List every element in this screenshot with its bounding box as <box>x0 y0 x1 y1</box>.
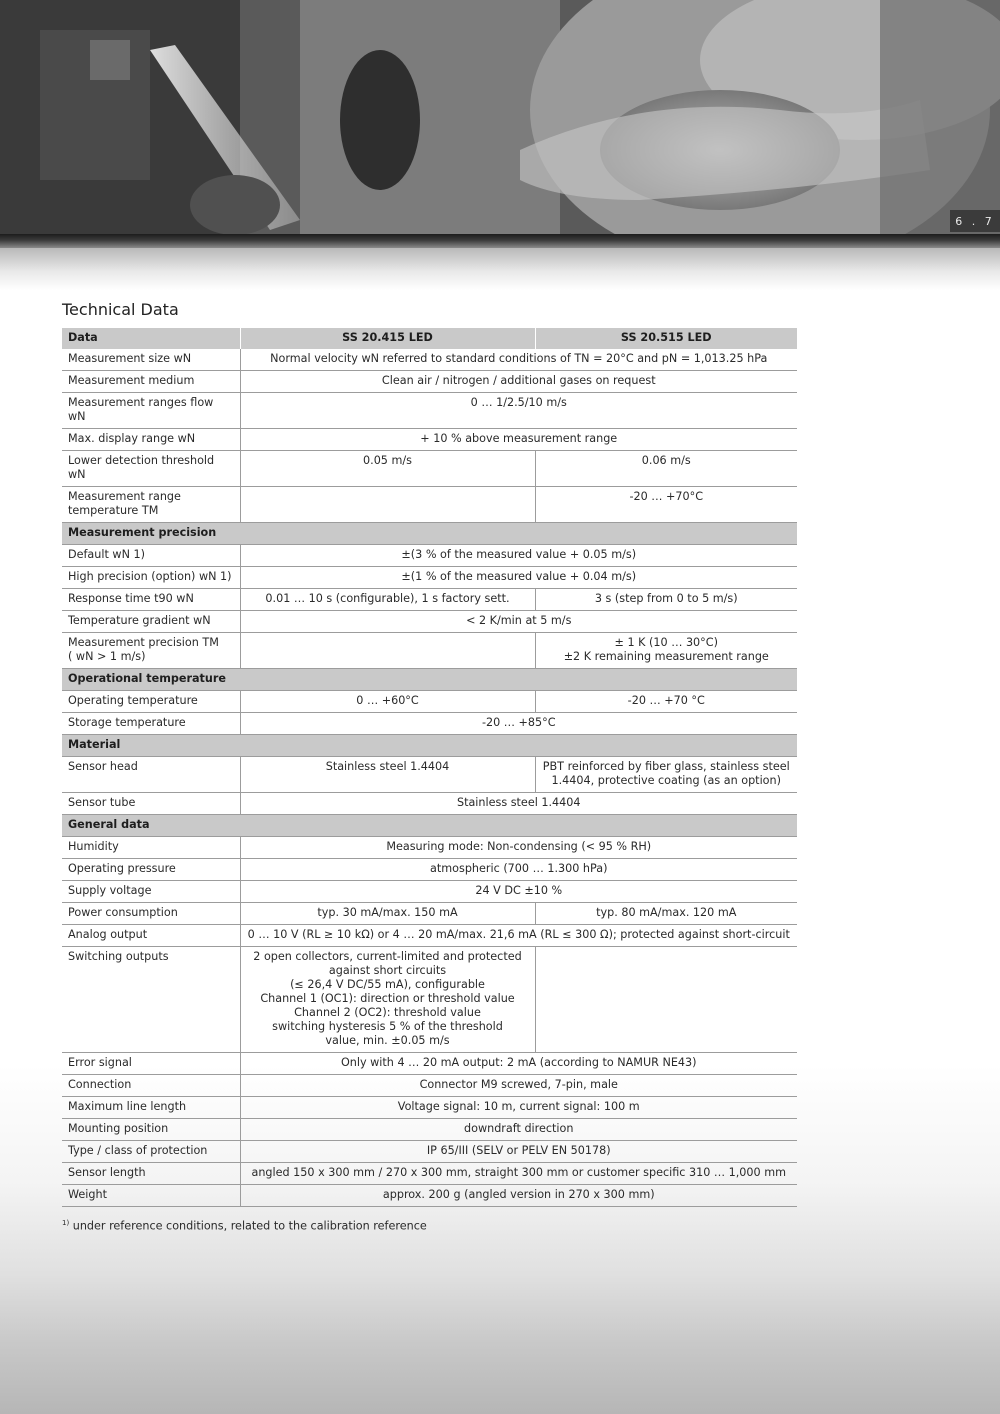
section-label: General data <box>62 815 797 837</box>
row-value-both: < 2 K/min at 5 m/s <box>240 611 797 633</box>
row-value-ss-20-515: 3 s (step from 0 to 5 m/s) <box>535 589 797 611</box>
row-value-both: Normal velocity wN referred to standard conditions of TN = 20°C and pN = 1,013.25 hPa <box>240 349 797 371</box>
row-value-both: Voltage signal: 10 m, current signal: 100 m <box>240 1097 797 1119</box>
table-row <box>62 1163 797 1185</box>
row-value-ss-20-515: PBT reinforced by fiber glass, stainless steel 1.4404, protective coating (as an option) <box>535 757 797 793</box>
row-value-both: Stainless steel 1.4404 <box>240 793 797 815</box>
footnote <box>62 1219 798 1233</box>
table-row <box>62 371 797 393</box>
row-label: Analog output <box>62 925 240 947</box>
row-value-ss-20-415: 0.01 … 10 s (configurable), 1 s factory sett. <box>240 589 535 611</box>
row-value-ss-20-515 <box>535 947 797 1053</box>
row-label: Response time t90 wN <box>62 589 240 611</box>
row-label: Humidity <box>62 837 240 859</box>
row-value-both: Measuring mode: Non-condensing (< 95 % RH) <box>240 837 797 859</box>
table-row <box>62 349 797 371</box>
row-value-ss-20-515: -20 … +70 °C <box>535 691 797 713</box>
row-label: Max. display range wN <box>62 429 240 451</box>
row-label: Power consumption <box>62 903 240 925</box>
footnote-text: under reference conditions, related to the calibration reference <box>69 1219 427 1233</box>
table-row <box>62 429 797 451</box>
row-label: Sensor head <box>62 757 240 793</box>
row-value-ss-20-415: typ. 30 mA/max. 150 mA <box>240 903 535 925</box>
table-row <box>62 925 797 947</box>
row-value-both: 0 … 1/2.5/10 m/s <box>240 393 797 429</box>
row-label: Sensor tube <box>62 793 240 815</box>
row-label: Operating temperature <box>62 691 240 713</box>
row-value-both: -20 … +85°C <box>240 713 797 735</box>
row-value-both: + 10 % above measurement range <box>240 429 797 451</box>
row-label: Error signal <box>62 1053 240 1075</box>
header-rule-fade <box>0 248 1000 290</box>
row-value-both: ±(3 % of the measured value + 0.05 m/s) <box>240 545 797 567</box>
row-label: Measurement precision TM ( wN > 1 m/s) <box>62 633 240 669</box>
row-value-ss-20-415 <box>240 633 535 669</box>
row-value-ss-20-515: typ. 80 mA/max. 120 mA <box>535 903 797 925</box>
table-row <box>62 903 797 925</box>
row-value-both: ±(1 % of the measured value + 0.04 m/s) <box>240 567 797 589</box>
section-label: Material <box>62 735 797 757</box>
row-value-both: atmospheric (700 … 1.300 hPa) <box>240 859 797 881</box>
row-label: Type / class of protection <box>62 1141 240 1163</box>
row-label: Sensor length <box>62 1163 240 1185</box>
page-number: 6 . 7 <box>950 210 1000 232</box>
table-row <box>62 1119 797 1141</box>
row-label: Supply voltage <box>62 881 240 903</box>
table-row <box>62 633 797 669</box>
table-row <box>62 837 797 859</box>
section-label: Operational temperature <box>62 669 797 691</box>
table-row <box>62 757 797 793</box>
row-label: Connection <box>62 1075 240 1097</box>
table-row <box>62 487 797 523</box>
row-value-both: Connector M9 screwed, 7-pin, male <box>240 1075 797 1097</box>
header-rule <box>0 234 1000 248</box>
table-row <box>62 713 797 735</box>
section-header-row <box>62 669 797 691</box>
section-header-row <box>62 735 797 757</box>
technical-data-table <box>62 328 797 1207</box>
row-value-ss-20-415 <box>240 487 535 523</box>
table-row <box>62 545 797 567</box>
row-value-ss-20-415: 0 … +60°C <box>240 691 535 713</box>
table-row <box>62 1185 797 1207</box>
footnote-mark: 1) <box>62 1219 70 1227</box>
row-value-ss-20-515: 0.06 m/s <box>535 451 797 487</box>
table-row <box>62 1097 797 1119</box>
table-row <box>62 1075 797 1097</box>
table-row <box>62 881 797 903</box>
row-value-both: approx. 200 g (angled version in 270 x 300 mm) <box>240 1185 797 1207</box>
row-value-both: angled 150 x 300 mm / 270 x 300 mm, straight 300 mm or customer specific 310 … 1,000 mm <box>240 1163 797 1185</box>
row-label: Storage temperature <box>62 713 240 735</box>
header-data: Data <box>62 328 240 349</box>
row-value-both: Only with 4 … 20 mA output: 2 mA (according to NAMUR NE43) <box>240 1053 797 1075</box>
table-row <box>62 1141 797 1163</box>
table-row <box>62 859 797 881</box>
section-label: Measurement precision <box>62 523 797 545</box>
section-title: Technical Data <box>62 300 179 319</box>
table-row <box>62 589 797 611</box>
row-label: Temperature gradient wN <box>62 611 240 633</box>
row-label: Switching outputs <box>62 947 240 1053</box>
table-row <box>62 691 797 713</box>
table-header-row <box>62 328 797 349</box>
lab-scientist-image <box>0 0 1000 234</box>
table-row <box>62 393 797 429</box>
header-ss-20-415-led: SS 20.415 LED <box>240 328 535 349</box>
row-label: Weight <box>62 1185 240 1207</box>
row-label: Measurement size wN <box>62 349 240 371</box>
header-ss-20-515-led: SS 20.515 LED <box>535 328 797 349</box>
section-header-row <box>62 523 797 545</box>
row-label: Maximum line length <box>62 1097 240 1119</box>
row-value-both: 0 … 10 V (RL ≥ 10 kΩ) or 4 … 20 mA/max. 21,6 mA (RL ≤ 300 Ω); protected against short-circuit <box>240 925 797 947</box>
table-row <box>62 611 797 633</box>
table-row <box>62 1053 797 1075</box>
table-row <box>62 451 797 487</box>
row-label: Measurement range temperature TM <box>62 487 240 523</box>
table-body <box>62 349 797 1207</box>
row-label: Default wN 1) <box>62 545 240 567</box>
table-row <box>62 947 797 1053</box>
section-header-row <box>62 815 797 837</box>
row-label: Measurement medium <box>62 371 240 393</box>
row-value-ss-20-415: Stainless steel 1.4404 <box>240 757 535 793</box>
table-row <box>62 567 797 589</box>
row-label: Measurement ranges flow wN <box>62 393 240 429</box>
row-label: Mounting position <box>62 1119 240 1141</box>
row-label: High precision (option) wN 1) <box>62 567 240 589</box>
row-value-both: IP 65/III (SELV or PELV EN 50178) <box>240 1141 797 1163</box>
technical-data-section <box>62 300 798 1233</box>
row-value-both: Clean air / nitrogen / additional gases on request <box>240 371 797 393</box>
row-value-ss-20-515: ± 1 K (10 … 30°C) ±2 K remaining measurement range <box>535 633 797 669</box>
row-label: Lower detection threshold wN <box>62 451 240 487</box>
row-value-both: downdraft direction <box>240 1119 797 1141</box>
row-value-ss-20-415: 2 open collectors, current-limited and protected against short circuits (≤ 26,4 V DC/55 mA), configurable Channel 1 (OC1): direction or threshold value Channel 2 (OC2): threshold value switching hysteresis 5 % of the threshold value, min. ±0.05 m/s <box>240 947 535 1053</box>
row-value-ss-20-415: 0.05 m/s <box>240 451 535 487</box>
header-photo <box>0 0 1000 234</box>
row-value-both: 24 V DC ±10 % <box>240 881 797 903</box>
row-value-ss-20-515: -20 … +70°C <box>535 487 797 523</box>
row-label: Operating pressure <box>62 859 240 881</box>
table-row <box>62 793 797 815</box>
